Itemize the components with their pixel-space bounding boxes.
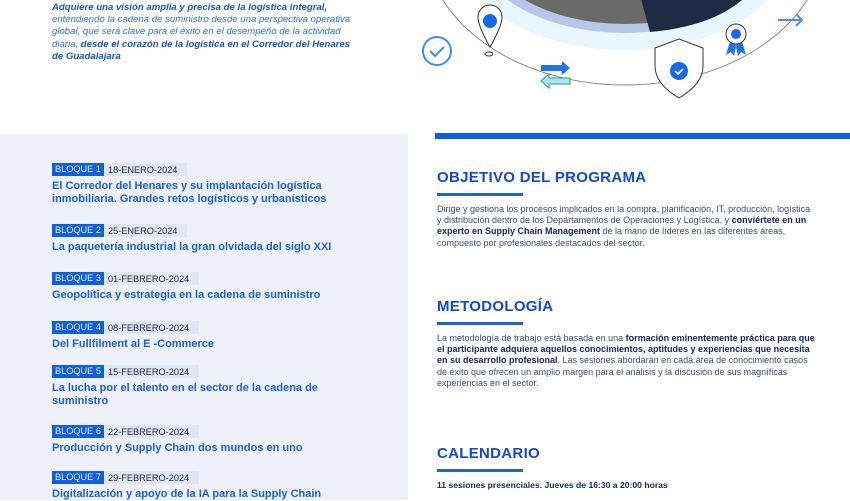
block-item [52,159,372,206]
transfer-arrows-icon [541,61,570,88]
intro-bold: Adquiere una visión amplia y precisa de la logística integral, [52,2,328,13]
block-title: La lucha por el talento en el sector de la cadena de suministro [52,382,318,407]
text-part: de la mano de líderes en las diferentes áreas, compuesto por profesionales destacados del sector. [437,226,786,248]
block-label: BLOQUE 7 [52,471,104,484]
award-ribbon-icon [726,24,746,56]
block-title: Geopolítica y estrategia en la cadena de suministro [52,289,321,301]
block-item [52,268,372,302]
text-part: La metodología de trabajo está basada en una [437,333,626,343]
intro-normal: entendiendo la cadena de suministro desde una perspectiva operativa global, que será clave para el éxito en el desempeño de la actividad diaria, [52,14,351,50]
block-title: Producción y Supply Chain dos mundos en uno [52,442,303,454]
intro-bold-2: desde el corazón de la logística en el Corredor del Henares de Guadalajara [52,38,351,62]
block-label: BLOQUE 3 [52,272,104,285]
block-label: BLOQUE 1 [52,163,104,176]
location-pin-icon [478,5,502,56]
block-date: 29-FEBRERO-2024 [107,472,190,483]
text-part: Dirige y gestiona los procesos implicados en la compra, planificación, IT, producción, logística y distribución dentro de los Departamentos de Operaciones y Logística, y [437,204,811,226]
intro-text [52,2,352,63]
block-label: BLOQUE 6 [52,425,104,438]
text-bold: conviértete en un experto en Supply Chain Management [437,215,807,237]
text-part: . Las sesiones abordarán en cada área de conocimiento casos de éxito que ofrecen un amplio margen para el análisis y la discusión de sus magníficas experiencias en el sector. [437,355,808,388]
arrow-right-icon [778,14,802,26]
title-underline [437,322,523,325]
section-text [437,204,817,249]
title-underline [437,469,523,472]
section-divider [435,133,850,139]
block-title: La paquetería industrial la gran olvidada del siglo XXI [52,241,332,253]
text-bold: formación eminentemente práctica para que el participante adquiera aquellos conocimientos, aptitudes y experiencias que necesita en su desarrollo profesional [437,333,815,366]
block-title: Digitalización y apoyo de la IA para la Supply Chain [52,488,322,500]
block-label: BLOQUE 2 [52,224,104,237]
metodologia-section [437,298,817,389]
calendario-section [437,445,817,491]
section-text: 11 sesiones presenciales. Jueves de 16:30 a 20:00 horas [437,480,668,490]
hero-illustration [400,0,850,100]
section-title: METODOLOGÍA [437,298,554,315]
title-underline [437,193,523,196]
block-date: 25-ENERO-2024 [107,225,178,236]
block-date: 08-FEBRERO-2024 [107,322,190,333]
block-label: BLOQUE 4 [52,321,104,334]
check-circle-icon [423,37,451,65]
block-date: 01-FEBRERO-2024 [107,273,190,284]
section-title: CALENDARIO [437,445,540,462]
shield-check-icon [655,39,703,98]
block-date: 18-ENERO-2024 [107,164,178,175]
block-item [52,220,372,254]
block-date: 15-FEBRERO-2024 [107,366,190,377]
objetivo-section [437,169,817,249]
block-item [52,421,372,455]
section-text [437,333,817,389]
block-title: Del Fullfilment al E -Commerce [52,338,214,350]
block-item [52,361,372,408]
section-title: OBJETIVO DEL PROGRAMA [437,169,647,186]
block-item [52,467,372,501]
block-label: BLOQUE 5 [52,365,104,378]
block-date: 22-FEBRERO-2024 [107,426,190,437]
block-title: El Corredor del Henares y su implantación logística inmobiliaria. Grandes retos logísticos y urbanísticos [52,180,327,205]
block-item [52,317,372,351]
